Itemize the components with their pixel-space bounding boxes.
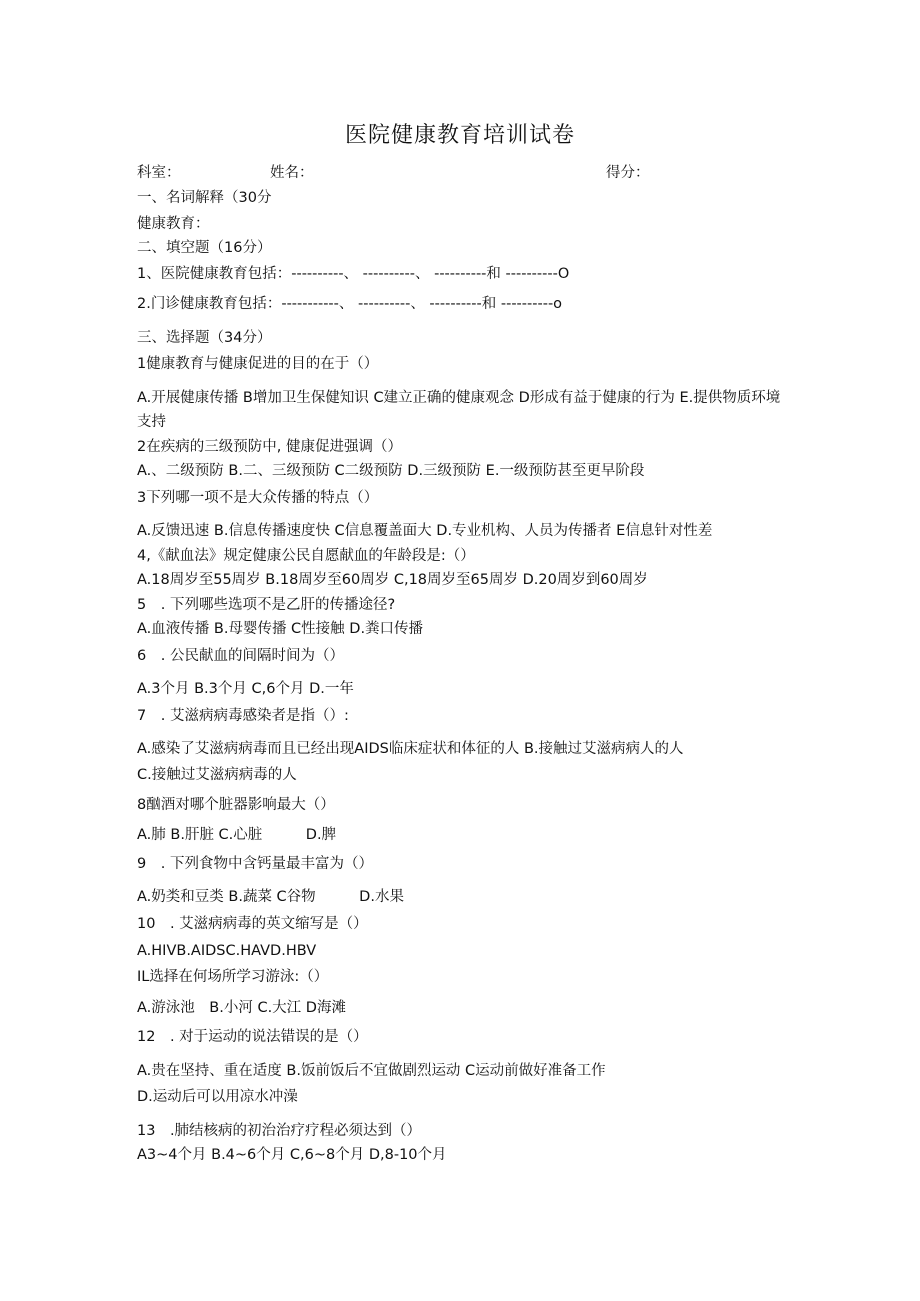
question-6: 6 . 公民献血的间隔时间为（）: [137, 648, 344, 664]
question-13: 13 .肺结核病的初治治疗疗程必须达到（）: [137, 1123, 422, 1139]
answer-7: A.感染了艾滋病病毒而且已经出现AIDS临床症状和体征的人 B.接触过艾滋病病人的人: [137, 741, 684, 757]
question-1: 1健康教育与健康促进的目的在于（）: [137, 356, 379, 372]
answer-7-cont: C.接触过艾滋病病毒的人: [137, 767, 297, 783]
answer-6: A.3个月 B.3个月 C,6个月 D.一年: [137, 681, 354, 697]
answer-4: A.18周岁至55周岁 B.18周岁至60周岁 C,18周岁至65周岁 D.20周岁到60周岁: [137, 572, 648, 588]
answer-1: A.开展健康传播 B增加卫生保健知识 C建立正确的健康观念 D形成有益于健康的行为 E.提供物质环境支持: [137, 390, 781, 430]
question-2: 2在疾病的三级预防中, 健康促进强调（）: [137, 439, 402, 455]
page-title: 医院健康教育培训试卷: [344, 123, 575, 148]
question-11: IL选择在何场所学习游泳:（）: [137, 969, 329, 985]
question-10: 10 . 艾滋病病毒的英文缩写是（）: [137, 916, 368, 932]
answer-10: A.HIVB.AIDSC.HAVD.HBV: [137, 943, 317, 959]
answer-13: A3~4个月 B.4~6个月 C,6~8个月 D,8-10个月: [137, 1147, 447, 1163]
question-3: 3下列哪一项不是大众传播的特点（）: [137, 490, 379, 506]
question-7: 7 . 艾滋病病毒感染者是指（）:: [137, 708, 349, 724]
question-5: 5 . 下列哪些选项不是乙肝的传播途径?: [137, 597, 396, 613]
answer-9: A.奶类和豆类 B.蔬菜 C谷物 D.水果: [137, 889, 404, 905]
question-4: 4,《献血法》规定健康公民自愿献血的年龄段是:（）: [137, 548, 475, 564]
answer-12: A.贵在坚持、重在适度 B.饭前饭后不宜做剧烈运动 C运动前做好准备工作: [137, 1063, 606, 1079]
answer-3: A.反馈迅速 B.信息传播速度快 C信息覆盖面大 D.专业机构、人员为传播者 E信息针对性差: [137, 523, 713, 539]
answer-8: A.肺 B.肝脏 C.心脏 D.脾: [137, 827, 337, 843]
name-label: 姓名：: [270, 165, 314, 181]
section-heading-3: 三、选择题（34分）: [137, 330, 272, 346]
question-9: 9 . 下列食物中含钙量最丰富为（）: [137, 856, 373, 872]
question-8: 8酗酒对哪个脏器影响最大（）: [137, 797, 335, 813]
dept-label: 科室：: [137, 165, 181, 181]
score-label: 得分：: [606, 165, 650, 181]
question-12: 12 . 对于运动的说法错误的是（）: [137, 1029, 368, 1045]
answer-11: A.游泳池 B.小河 C.大江 D海滩: [137, 1000, 346, 1016]
fill-question-1: 1、医院健康教育包括：----------、 ----------、 ----------和 ----------O: [137, 266, 570, 282]
term-question: 健康教育：: [137, 216, 210, 232]
answer-12-cont: D.运动后可以用凉水冲澡: [137, 1089, 298, 1105]
answer-2: A.、二级预防 B.二、三级预防 C二级预防 D.三级预防 E.一级预防甚至更早阶段: [137, 463, 645, 479]
section-heading-2: 二、填空题（16分）: [137, 240, 272, 256]
section-heading-1: 一、名词解释（30分: [137, 190, 272, 206]
fill-question-2: 2.门诊健康教育包括：-----------、 ----------、 ----------和 ----------o: [137, 296, 563, 312]
answer-5: A.血液传播 B.母婴传播 C性接触 D.粪口传播: [137, 621, 424, 637]
